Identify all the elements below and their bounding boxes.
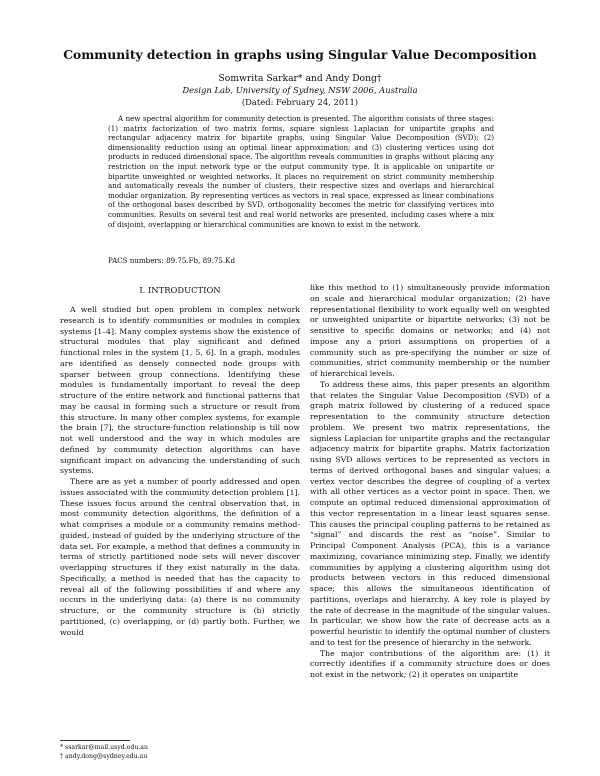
footnotes (60, 744, 300, 761)
footnote-email-sarkar: * ssarkar@mail.usyd.edu.au (60, 744, 148, 751)
date-line: (Dated: February 24, 2011) (241, 97, 359, 107)
paragraph: The major contributions of the algorithm are: (1) it correctly identifies if a community structure does or does not exist in the network; (2) it operates on unipartite (310, 648, 550, 679)
section-heading-introduction: I. INTRODUCTION (139, 285, 221, 295)
paragraph: To address these aims, this paper presents an algorithm that relates the Singular Value Decomposition (SVD) of a graph matrix followed by clustering of a reduced space representation to the community structure detection problem. We present two matrix representations, the signless Laplacian for unipartite graphs and the rectangular adjacency matrix for bipartite graphs. Matrix factorization using SVD allows vertices to be represented as vectors in terms of derived orthogonal bases and singular values; a vertex vector describes the degree of coupling of a vertex with all other vertices as a vector point in space. Then, we compute an optimal reduced dimensional approximation of this vector representation in a linear least squares sense. This causes the principal coupling patterns to be retained as “signal” and discards the rest as “noise”. Similar to Principal Component Analysis (PCA), this is a variance maximizing, covariance minimizing step. Finally, we identify communities by applying a clustering algorithm using dot products between vectors in this reduced dimensional space; this allows the simultaneous identification of partitions, overlaps and hierarchy. A key role is played by the rate of decrease in the magnitude of the singular values. In particular, we show how the rate of decrease acts as a powerful heuristic to identify the optimal number of clusters and to test for the presence of hierarchy in the network. (310, 379, 550, 647)
left-column (60, 305, 300, 638)
paragraph: A well studied but open problem in complex network research is to identify communities or modules in complex systems [1–4]. Many complex systems show the existence of structural modules that play significant and defined functional roles in the system [1, 5, 6]. In a graph, modules are identified as densely connected node groups with sparser between group connections. Identifying these modules is fundamentally important to reveal the deep structure of the entire network and functional patterns that may be causal in forming such a structure or result from this structure. In many other complex systems, for example the brain [7], the structure-function relationship is till now not well understood and the way in which modules are defined by community detection algorithms can have significant impact on advancing the understanding of such systems. (60, 305, 300, 476)
affiliation: Design Lab, University of Sydney, NSW 2006, Australia (182, 85, 418, 95)
right-column (310, 283, 550, 681)
pacs-numbers: PACS numbers: 89.75.Fb, 89.75.Kd (108, 256, 236, 265)
paragraph: like this method to (1) simultaneously provide information on scale and hierarchical modular organization; (2) have representational flexibility to work equally well on weighted or unweighted unipartite or bipartite networks; (3) not be sensitive to specific domains or networks; and (4) not impose any a priori assumptions on properties of a community such as pre-specifying the number or size of communities, strict community membership or the number of hierarchical levels. (310, 283, 550, 378)
paper-title: Community detection in graphs using Singular Value Decomposition (63, 47, 537, 62)
paragraph: There are as yet a number of poorly addressed and open issues associated with the community detection problem [1]. These issues focus around the central observation that, in most community detection algorithms, the definition of a what comprises a module or a community remains method-guided, instead of guided by the underlying structure of the data set. For example, a method that defines a community in terms of strictly partitioned node sets will never discover overlapping structures if they exist naturally in the data. Specifically, a method is needed that has the capacity to reveal all of the following possibilities if and where any occurs in the underlying data: (a) there is no community structure, or the community structure is (b) strictly partitioned, (c) overlapping, or (d) partly both. Further, we would (60, 477, 300, 637)
footnote-rule (60, 740, 130, 741)
abstract: A new spectral algorithm for community detection is presented. The algorithm consists of three stages: (1) matrix factorization of two matrix forms, square signless Laplacian for unipartite graphs and rectangular adjacency matrix for bipartite graphs, using Singular Value Decomposition (SVD); (2) dimensionality reduction using an optimal linear approximation; and (3) clustering vertices using dot products in reduced dimensional space. The algorithm reveals communities in graphs without placing any restriction on the input network type or the output community type. It is applicable on unipartite or bipartite unweighted or weighted networks. It places no requirement on strict community membership and automatically reveals the number of clusters, their respective sizes and overlaps and hierarchical modular organization. By representing vertices as vectors in real space, expressed as linear combinations of the orthogonal bases described by SVD, orthogonality becomes the metric for classifying vertices into communities. Results on several test and real world networks are presented, including cases where a mix of disjoint, overlapping or hierarchical communities are known to exist in the network. (108, 114, 494, 229)
footnote-email-dong: † andy.dong@sydney.edu.au (60, 752, 148, 760)
authors: Somwrita Sarkar* and Andy Dong† (218, 73, 382, 84)
